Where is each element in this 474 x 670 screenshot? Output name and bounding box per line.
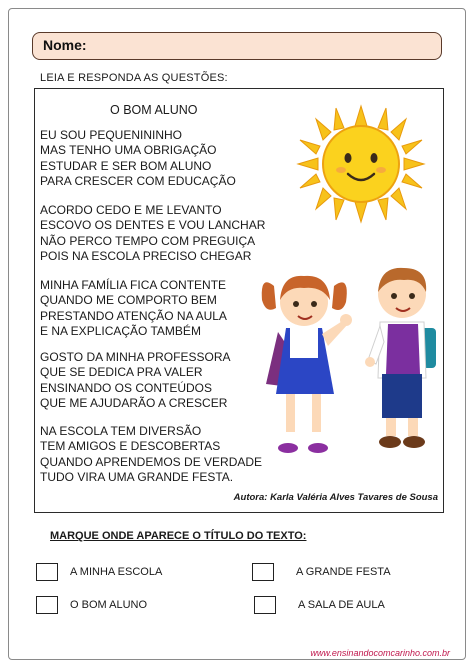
poem-line: PRESTANDO ATENÇÃO NA AULA: [40, 308, 227, 323]
poem-line: NA ESCOLA TEM DIVERSÃO: [40, 424, 202, 438]
poem-stanza: [40, 203, 265, 265]
poem-line: ESTUDAR E SER BOM ALUNO: [40, 158, 212, 173]
poem-stanza: [40, 350, 230, 412]
poem-stanza: [40, 278, 227, 340]
poem-line: QUANDO ME COMPORTO BEM: [40, 293, 217, 308]
footer-website-link[interactable]: www.ensinandocomcarinho.com.br: [310, 648, 450, 658]
answer-checkbox[interactable]: [254, 596, 276, 614]
poem-line: EU SOU PEQUENININHO: [40, 128, 183, 142]
boy-student-illustration: [360, 262, 444, 462]
poem-line: MINHA FAMÍLIA FICA CONTENTE: [40, 278, 227, 292]
poem-line: NÃO PERCO TEMPO COM PREGUIÇA: [40, 233, 256, 248]
poem-line: QUANDO APRENDEMOS DE VERDADE: [40, 454, 263, 469]
poem-line: TUDO VIRA UMA GRANDE FESTA.: [40, 470, 234, 485]
option-a-sala-de-aula[interactable]: [254, 596, 385, 614]
option-label: A MINHA ESCOLA: [70, 566, 163, 578]
answer-checkbox[interactable]: [36, 563, 58, 581]
question-prompt: MARQUE ONDE APARECE O TÍTULO DO TEXTO:: [50, 530, 307, 542]
poem-line: ESCOVO OS DENTES E VOU LANCHAR: [40, 218, 266, 233]
poem-line: TEM AMIGOS E DESCOBERTAS: [40, 439, 221, 454]
instruction-text: LEIA E RESPONDA AS QUESTÕES:: [40, 72, 228, 84]
poem-line: E NA EXPLICAÇÃO TAMBÉM: [40, 324, 201, 339]
name-label: Nome:: [43, 37, 87, 53]
option-label: A SALA DE AULA: [298, 599, 385, 611]
poem-line: PARA CRESCER COM EDUCAÇÃO: [40, 174, 236, 189]
option-label: O BOM ALUNO: [70, 599, 148, 611]
answer-checkbox[interactable]: [36, 596, 58, 614]
option-a-grande-festa[interactable]: [252, 563, 391, 581]
poem-line: MAS TENHO UMA OBRIGAÇÃO: [40, 143, 217, 158]
option-label: A GRANDE FESTA: [296, 566, 391, 578]
poem-line: QUE ME AJUDARÃO A CRESCER: [40, 396, 228, 411]
answer-checkbox[interactable]: [252, 563, 274, 581]
option-a-minha-escola[interactable]: [36, 563, 162, 581]
poem-line: ENSINANDO OS CONTEÚDOS: [40, 380, 213, 395]
name-field[interactable]: [32, 32, 442, 60]
poem-line: QUE SE DEDICA PRA VALER: [40, 365, 203, 380]
poem-stanza: [40, 128, 236, 190]
option-o-bom-aluno[interactable]: [36, 596, 147, 614]
poem-stanza: [40, 424, 262, 486]
sun-illustration: [296, 104, 426, 224]
poem-line: GOSTO DA MINHA PROFESSORA: [40, 350, 231, 364]
poem-line: ACORDO CEDO E ME LEVANTO: [40, 203, 222, 217]
girl-student-illustration: [256, 264, 356, 464]
poem-line: POIS NA ESCOLA PRECISO CHEGAR: [40, 249, 252, 264]
poem-title: O BOM ALUNO: [110, 103, 198, 117]
poem-author: Autora: Karla Valéria Alves Tavares de Sousa: [233, 492, 438, 503]
